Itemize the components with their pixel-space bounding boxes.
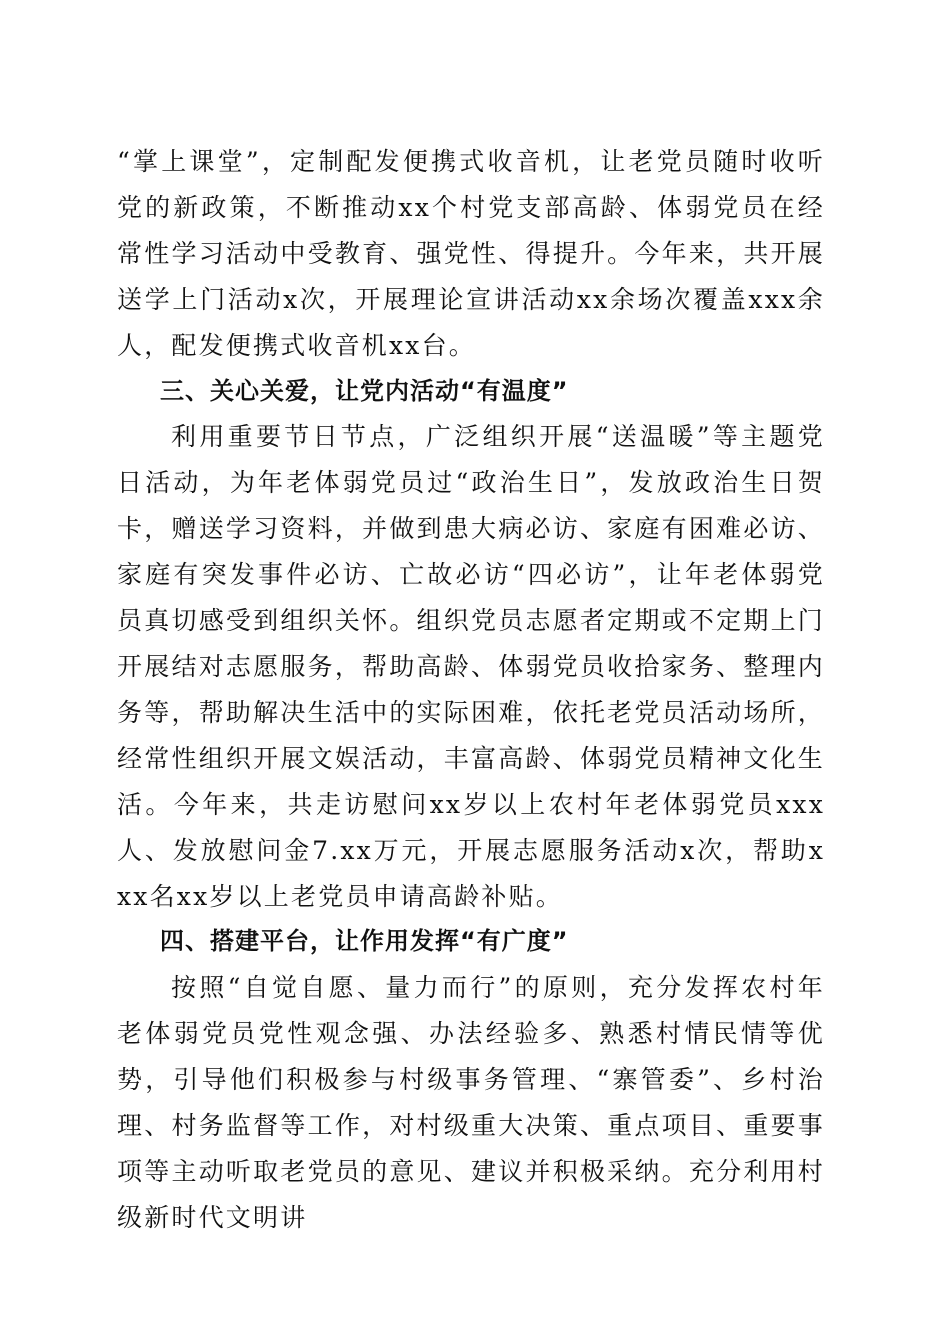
document-body — [117, 139, 825, 1241]
section-heading-four: 四、搭建平台，让作用发挥“有广度” — [160, 927, 569, 956]
section-heading-three: 三、关心关爱，让党内活动“有温度” — [160, 376, 569, 405]
paragraph-platform: 按照“自觉自愿、量力而行”的原则，充分发挥农村年老体弱党员党性观念强、办法经验多、熟悉村情民情等优势，引导他们积极参与村级事务管理、“寨管委”、乡村治理、村务监督等工作，对村级重大决策、重点项目、重要事项等主动听取老党员的意见、建议并积极采纳。充分利用村级新时代文明讲 — [117, 973, 825, 1232]
paragraph-continued: “掌上课堂”，定制配发便携式收音机，让老党员随时收听党的新政策，不断推动xx个村党支部高龄、体弱党员在经常性学习活动中受教育、强党性、得提升。今年来，共开展送学上门活动x次，开展理论宣讲活动xx余场次覆盖xxx余人，配发便携式收音机xx台。 — [117, 147, 825, 360]
paragraph-care: 利用重要节日节点，广泛组织开展“送温暖”等主题党日活动，为年老体弱党员过“政治生日”，发放政治生日贺卡，赠送学习资料，并做到患大病必访、家庭有困难必访、家庭有突发事件必访、亡故必访“四必访”，让年老体弱党员真切感受到组织关怀。组织党员志愿者定期或不定期上门开展结对志愿服务，帮助高龄、体弱党员收拾家务、整理内务等，帮助解决生活中的实际困难，依托老党员活动场所，经常性组织开展文娱活动，丰富高龄、体弱党员精神文化生活。今年来，共走访慰问xx岁以上农村年老体弱党员xxx人、发放慰问金7.xx万元，开展志愿服务活动x次，帮助xxx名xx岁以上老党员申请高龄补贴。 — [117, 422, 825, 911]
